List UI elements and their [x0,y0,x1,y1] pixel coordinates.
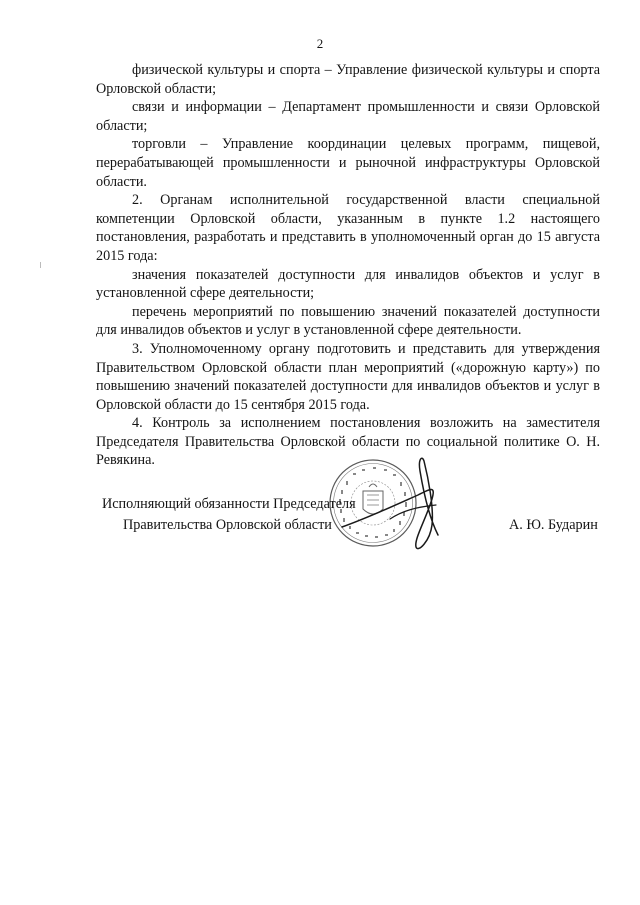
paragraph-measures-list: перечень мероприятий по повышению значений показателей доступности для инвалидов объектов и услуг в установленной сфере деятельности. [96,303,600,339]
margin-mark [40,262,41,268]
signatory-position-line1: Исполняющий обязанности Председателя [102,496,356,512]
paragraph-item-4: 4. Контроль за исполнением постановления возложить на заместителя Председателя Правительства Орловской области по социальной политике О. Н. Ревякина. [96,415,600,469]
page-number: 2 [316,36,324,51]
paragraph-communications: связи и информации – Департамент промышленности и связи Орловской области; [96,99,600,134]
signatory-name: А. Ю. Бударин [509,517,598,533]
document-body [96,61,600,470]
paragraph-item-3: 3. Уполномоченному органу подготовить и представить для утверждения Правительством Орловской области план мероприятий («дорожную карту») по повышению значений показателей доступности для инвалидов объектов и услуг в Орловской области до 15 сентября 2015 года. [96,340,600,413]
paragraph-sport: физической культуры и спорта – Управление физической культуры и спорта Орловской области; [96,62,600,97]
paragraph-item-2: 2. Органам исполнительной государственной власти специальной компетенции Орловской области, указанным в пункте 1.2 настоящего постановления, разработать и представить в уполномоченный орган до 15 августа 2015 года: [96,192,600,264]
signatory-position-line2: Правительства Орловской области [123,517,332,533]
paragraph-indicators: значения показателей доступности для инвалидов объектов и услуг в установленной сфере деятельности; [96,266,600,302]
paragraph-trade: торговли – Управление координации целевых программ, пищевой, перерабатывающей промышленности и рыночной инфраструктуры Орловской области. [96,136,600,190]
signature-block [0,496,640,576]
